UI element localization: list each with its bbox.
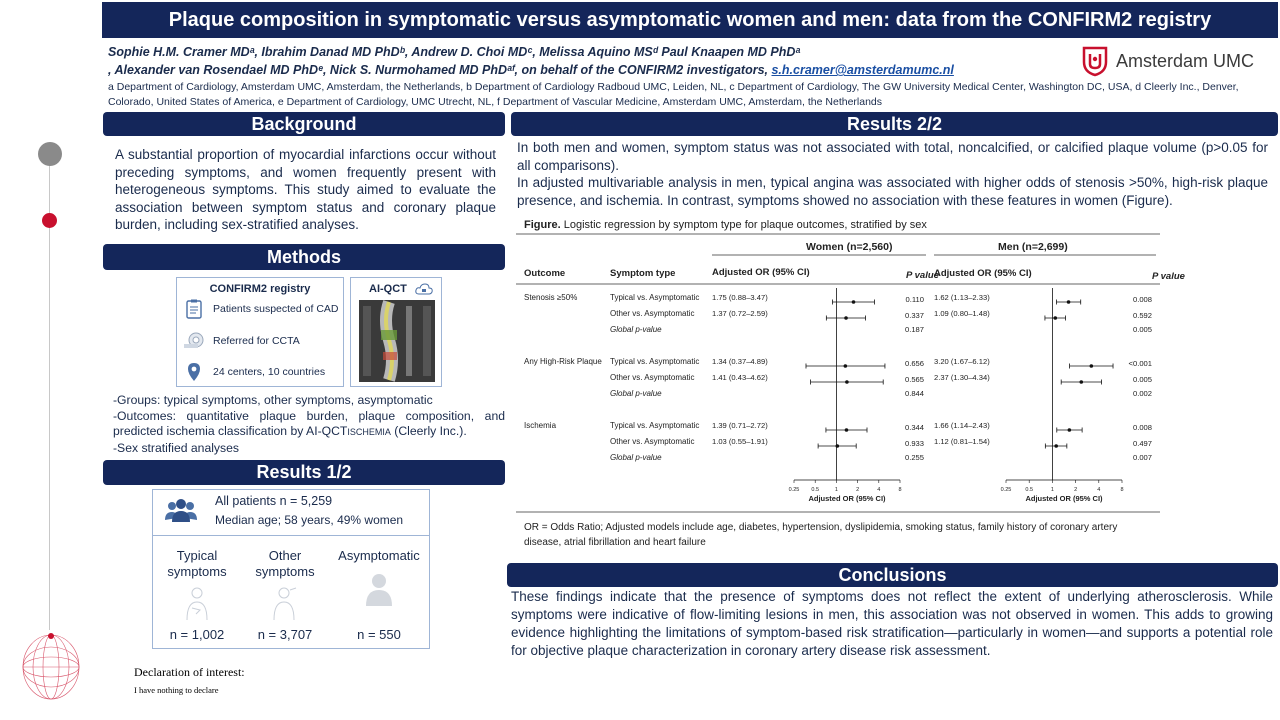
- group-other: Other symptoms n = 3,707: [241, 536, 329, 648]
- or-point: [845, 428, 849, 432]
- ct-scanner-icon: [183, 330, 205, 352]
- or-point: [852, 300, 856, 304]
- row-p-value: 0.187: [904, 325, 924, 334]
- row-or-text: 1.62 (1.13–2.33): [934, 293, 990, 302]
- x-tick-label: 0.25: [788, 487, 800, 493]
- affiliations: a Department of Cardiology, Amsterdam UMC, Amsterdam, the Netherlands, b Department of Cardiology Radboud UMC, Leiden, NL, c Department of Cardiology, The GW University Medical Center, Washington DC, USA, d Cleerly Inc., Denver, Colorado, United States of America, e Department of Cardiology, UMC Utrecht, NL, f Department of Vascular Medicine, Amsterdam UMC, Amsterdam, the Netherlands: [108, 81, 1239, 108]
- ai-qct-title: AI-QCT: [369, 283, 407, 295]
- figure-caption: Figure. Logistic regression by symptom type for plaque outcomes, stratified by sex: [524, 219, 927, 231]
- registry-row: Patients suspected of CAD: [183, 298, 338, 320]
- row-or-text: 1.66 (1.14–2.43): [934, 421, 990, 430]
- row-p-value: 0.565: [904, 375, 924, 384]
- group-count: n = 3,707: [257, 627, 313, 642]
- or-point: [1067, 300, 1071, 304]
- column-header-or-women: Adjusted OR (95% CI): [712, 267, 810, 278]
- or-point: [1090, 364, 1094, 368]
- or-point: [844, 364, 848, 368]
- results1-box: [152, 489, 430, 649]
- amsterdam-umc-logo-icon: [1082, 46, 1108, 76]
- background-heading: Background: [103, 112, 505, 136]
- conclusions-heading: Conclusions: [507, 563, 1278, 587]
- row-p-value: 0.255: [904, 453, 924, 462]
- row-or-text: 1.41 (0.43–4.62): [712, 373, 768, 382]
- chest-pain-person-icon: [182, 586, 212, 622]
- row-p-value: 0.844: [904, 389, 924, 398]
- or-point: [1054, 444, 1058, 448]
- author-email-link[interactable]: s.h.cramer@amsterdamumc.nl: [771, 63, 954, 77]
- x-axis-label: Adjusted OR (95% CI): [1025, 494, 1103, 503]
- people-group-icon: [163, 498, 199, 524]
- row-symptom: Typical vs. Asymptomatic: [610, 357, 700, 366]
- row-p-value: 0.592: [1132, 311, 1152, 320]
- registry-row: 24 centers, 10 countries: [183, 361, 325, 383]
- results2-heading: Results 2/2: [511, 112, 1278, 136]
- x-tick-label: 1: [834, 487, 838, 493]
- row-p-value: 0.005: [1132, 325, 1152, 334]
- row-outcome: Ischemia: [524, 421, 557, 430]
- panel-title-men: Men (n=2,699): [998, 241, 1068, 253]
- x-tick-label: 0.5: [811, 487, 820, 493]
- amsterdam-umc-logo: [1082, 44, 1272, 78]
- row-or-text: 1.09 (0.80–1.48): [934, 309, 990, 318]
- row-or-text: 1.12 (0.81–1.54): [934, 437, 990, 446]
- group-typical: Typical symptoms n = 1,002: [153, 536, 241, 648]
- row-symptom: Other vs. Asymptomatic: [610, 437, 695, 446]
- median-age-text: Median age; 58 years, 49% women: [215, 513, 404, 527]
- row-p-value: 0.933: [904, 439, 924, 448]
- x-axis-label: Adjusted OR (95% CI): [808, 494, 886, 503]
- row-or-text: 1.39 (0.71–2.72): [712, 421, 768, 430]
- methods-list: -Groups: typical symptoms, other symptoms, asymptomatic -Outcomes: quantitative plaque burden, plaque composition, and predicted ischemia classification by AI-QCTISCHEMIA (Cleerly Inc.). -Sex stratified analyses: [113, 393, 505, 455]
- row-p-value: 0.337: [904, 311, 924, 320]
- background-text: A substantial proportion of myocardial infarctions occur without preceding symptoms, and women frequently present with heterogeneous symptoms. This study aimed to evaluate the association between symptom status and coronary plaque burden, including sex-stratified analyses.: [115, 147, 496, 233]
- row-symptom: Other vs. Asymptomatic: [610, 373, 695, 382]
- row-or-text: 1.03 (0.55–1.91): [712, 437, 768, 446]
- x-tick-label: 0.25: [1000, 487, 1012, 493]
- row-symptom: Global p-value: [610, 453, 662, 462]
- logo-text: Amsterdam UMC: [1116, 50, 1255, 71]
- red-dot-icon: [42, 213, 57, 228]
- coronary-ct-image: [359, 300, 435, 382]
- or-point: [1068, 428, 1072, 432]
- column-header-p-women: P value: [906, 270, 939, 281]
- column-header-or-men: Adjusted OR (95% CI): [934, 268, 1032, 279]
- row-p-value: 0.002: [1132, 389, 1152, 398]
- x-tick-label: 8: [898, 487, 902, 493]
- conclusions-text: These findings indicate that the presence of symptoms does not reflect the extent of underlying atherosclerosis. While symptoms were indicative of flow-limiting lesions in men, this association was not observed in women. This adds to growing evidence highlighting the limitations of symptom-based risk stratification—particularly in women—and supports a potential role for objective plaque characterization in coronary artery disease risk assessment.: [511, 589, 1273, 658]
- column-header-p-men: P value: [1152, 271, 1185, 282]
- or-point: [845, 380, 849, 384]
- declaration-of-interest: Declaration of interest: I have nothing to declare: [134, 665, 245, 695]
- row-p-value: 0.344: [904, 423, 924, 432]
- left-decoration: [0, 0, 100, 720]
- row-symptom: Typical vs. Asymptomatic: [610, 421, 700, 430]
- row-p-value: 0.008: [1132, 423, 1152, 432]
- person-avatar-icon: [364, 572, 394, 608]
- row-or-text: 1.37 (0.72–2.59): [712, 309, 768, 318]
- row-p-value: 0.007: [1132, 453, 1152, 462]
- registry-title: CONFIRM2 registry: [209, 283, 311, 295]
- x-tick-label: 0.5: [1025, 487, 1034, 493]
- row-or-text: 1.34 (0.37–4.89): [712, 357, 768, 366]
- confirm2-registry-box: [176, 277, 344, 387]
- row-p-value: <0.001: [1128, 359, 1152, 368]
- unwell-person-icon: [270, 586, 300, 622]
- forest-plot-figure: [516, 212, 1185, 554]
- x-tick-label: 1: [1050, 487, 1054, 493]
- x-tick-label: 2: [856, 487, 860, 493]
- x-tick-label: 4: [877, 487, 881, 493]
- ai-qct-box: [350, 277, 442, 387]
- row-outcome: Stenosis ≥50%: [524, 293, 578, 302]
- row-symptom: Global p-value: [610, 389, 662, 398]
- row-or-text: 2.37 (1.30–4.34): [934, 373, 990, 382]
- panel-title-women: Women (n=2,560): [806, 241, 893, 253]
- row-p-value: 0.497: [1132, 439, 1152, 448]
- registry-row: Referred for CCTA: [183, 330, 300, 352]
- row-p-value: 0.110: [905, 295, 924, 304]
- row-or-text: 1.75 (0.88–3.47): [712, 293, 768, 302]
- authors-line-1: Sophie H.M. Cramer MDᵃ, Ibrahim Danad MD PhDᵇ, Andrew D. Choi MDᶜ, Melissa Aquino MSᵈ Paul Knaapen MD PhDᵃ: [108, 45, 801, 59]
- clipboard-icon: [183, 298, 205, 320]
- row-or-text: 3.20 (1.67–6.12): [934, 357, 990, 366]
- or-point: [1079, 380, 1083, 384]
- gray-dot-icon: [38, 142, 62, 166]
- forest-plot: [516, 212, 1185, 512]
- authors-line-2: , Alexander van Rosendael MD PhDᵉ, Nick S. Nurmohamed MD PhDᵃᶠ, on behalf of the CONFIRM2 investigators, s.h.cramer@amsterdamumc.nl: [108, 63, 954, 77]
- all-patients-text: All patients n = 5,259: [215, 494, 333, 508]
- or-point: [1053, 316, 1057, 320]
- results1-heading: Results 1/2: [103, 460, 505, 485]
- row-p-value: 0.005: [1132, 375, 1152, 384]
- column-header-symptom: Symptom type: [610, 268, 676, 279]
- authors: [108, 43, 1068, 79]
- x-tick-label: 4: [1097, 487, 1101, 493]
- methods-heading: Methods: [103, 244, 505, 270]
- row-symptom: Typical vs. Asymptomatic: [610, 293, 700, 302]
- wireframe-globe-icon: [33, 622, 93, 712]
- row-p-value: 0.656: [904, 359, 924, 368]
- x-tick-label: 2: [1074, 487, 1078, 493]
- poster-title: Plaque composition in symptomatic versus asymptomatic women and men: data from the CONFIRM2 registry: [102, 2, 1278, 38]
- figure-footnote: OR = Odds Ratio; Adjusted models include age, diabetes, hypertension, dyslipidemia, smoking status, family history of coronary artery disease, atrial fibrillation and heart failure: [524, 522, 1118, 548]
- row-symptom: Global p-value: [610, 325, 662, 334]
- all-patients-row: [153, 490, 429, 536]
- or-point: [844, 316, 848, 320]
- row-p-value: 0.008: [1132, 295, 1152, 304]
- row-outcome: Any High-Risk Plaque: [524, 357, 602, 366]
- group-asymptomatic: Asymptomatic n = 550: [329, 536, 429, 648]
- x-tick-label: 8: [1120, 487, 1124, 493]
- column-header-outcome: Outcome: [524, 268, 566, 279]
- group-count: n = 550: [357, 627, 401, 642]
- row-symptom: Other vs. Asymptomatic: [610, 309, 695, 318]
- cloud-lock-icon: [415, 282, 433, 296]
- results2-text: In both men and women, symptom status was not associated with total, noncalcified, or calcified plaque volume (p>0.05 for all comparisons). In adjusted multivariable analysis in men, typical angina was associated with higher odds of stenosis >50%, high-risk plaque presence, and ischemia. In contrast, symptoms showed no association with these features in women (Figure).: [517, 140, 1268, 208]
- location-pin-icon: [183, 361, 205, 383]
- group-count: n = 1,002: [169, 627, 225, 642]
